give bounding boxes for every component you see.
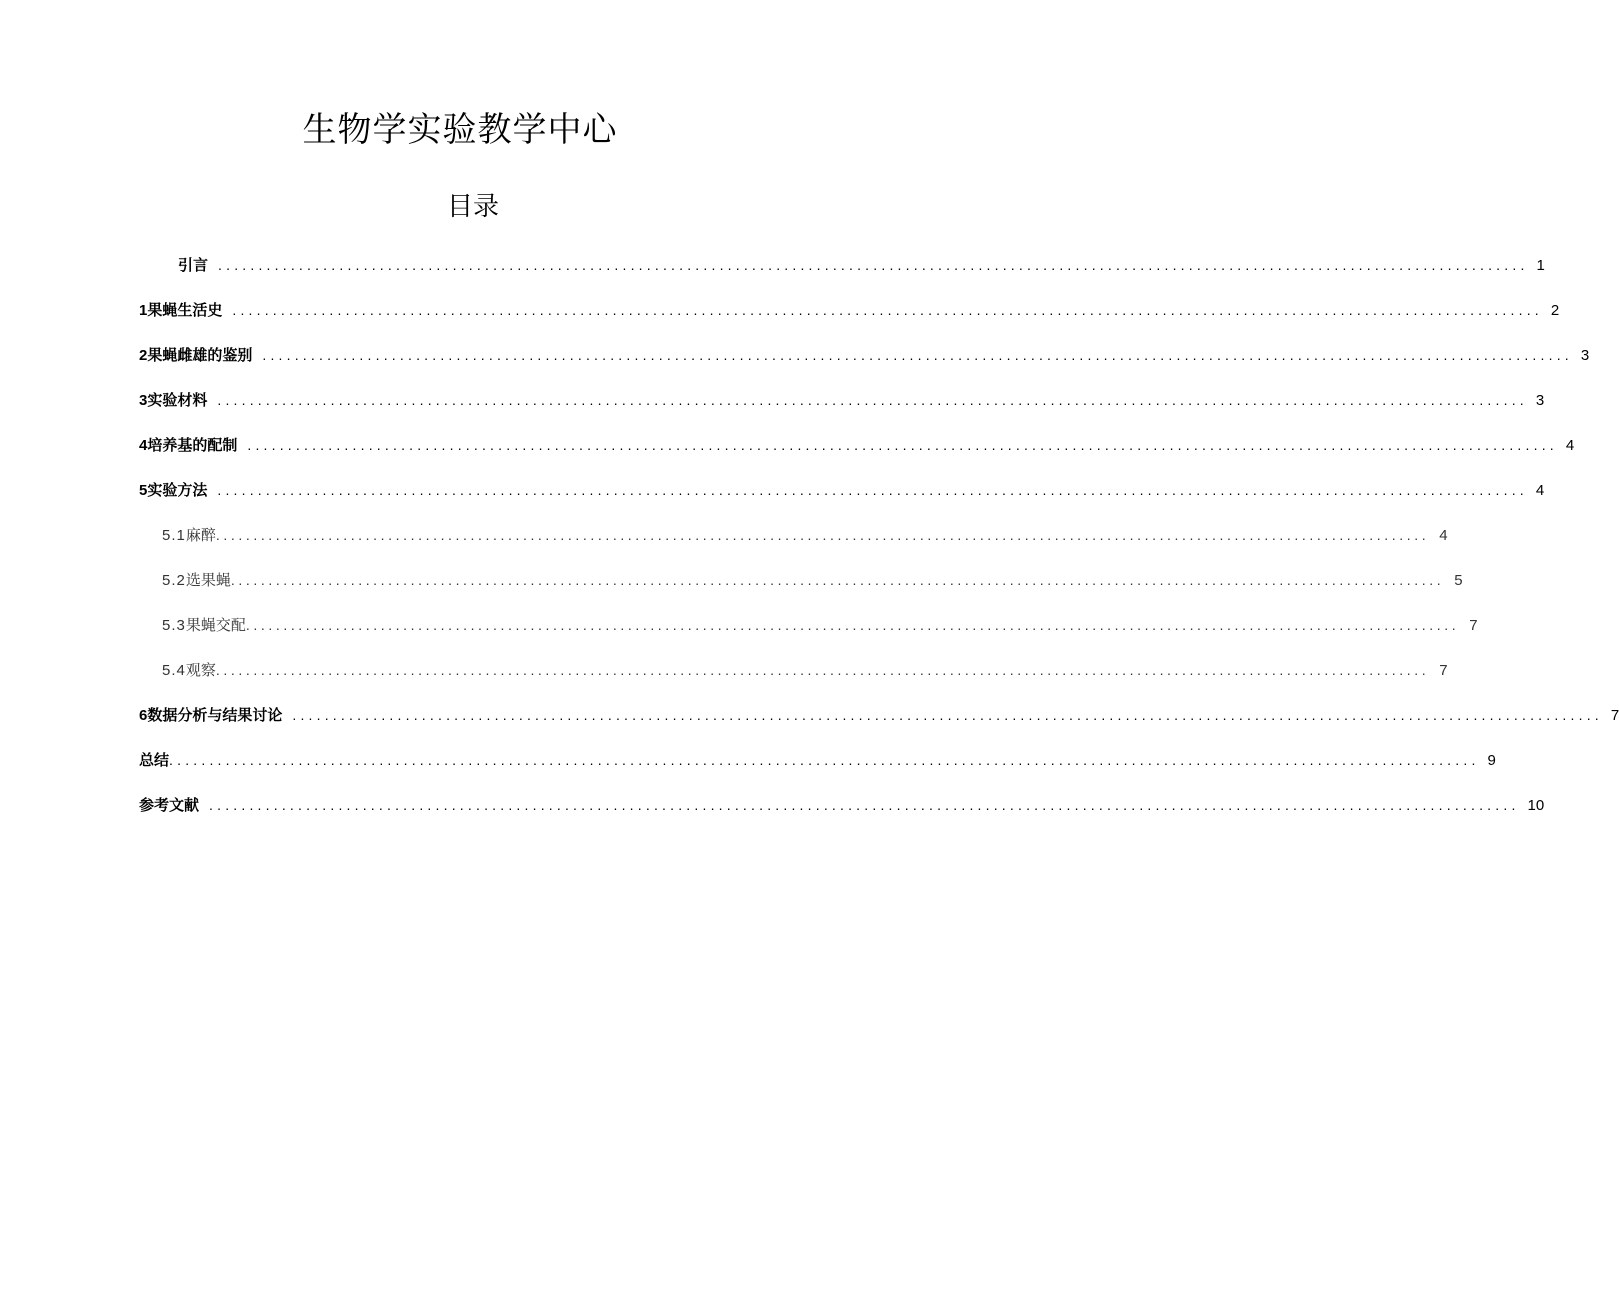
toc-entry-3[interactable] [139, 387, 1545, 413]
toc-leader-dots: .................................................................................................................................................................. [245, 617, 1460, 633]
toc-entry-page: 1 [1536, 257, 1545, 274]
toc-entry-number: 5.3 [162, 617, 186, 634]
toc-entry-number: 6 [139, 707, 148, 724]
toc-entry-label: 实验材料 [147, 391, 208, 409]
toc-leader-dots: .................................................................................................................................................................. [230, 572, 1445, 588]
toc-leader-dots: .................................................................................................................................................................. [247, 437, 1558, 453]
toc-heading: 目录 [446, 192, 499, 222]
toc-entry-number: 1 [139, 302, 148, 319]
toc-entry-label: 培养基的配制 [147, 436, 238, 454]
toc-entry-page: 7 [1469, 617, 1478, 634]
toc-entry-page: 9 [1487, 752, 1496, 769]
toc-entry-6[interactable] [139, 702, 1619, 728]
toc-entry-summary[interactable] [139, 747, 1496, 773]
toc-entry-page: 4 [1535, 482, 1545, 499]
toc-entry-number: 5 [139, 482, 148, 499]
toc-entry-label: 引言 [178, 256, 209, 274]
toc-entry-page: 4 [1439, 527, 1448, 544]
toc-entry-4[interactable] [139, 432, 1575, 458]
toc-entry-label: 麻醉 [185, 526, 216, 544]
toc-entry-page: 7 [1439, 662, 1448, 679]
toc-entry-5-2[interactable] [162, 567, 1463, 593]
page-title: 生物学实验教学中心 [302, 110, 618, 150]
toc-entry-references[interactable] [139, 792, 1545, 818]
toc-entry-number: 3 [139, 392, 148, 409]
toc-entry-number: 5.2 [162, 572, 186, 589]
toc-leader-dots: .................................................................................................................................................................. [209, 797, 1520, 813]
toc-entry-label: 选果蝇 [185, 571, 231, 589]
toc-leader-dots: .................................................................................................................................................................. [215, 527, 1430, 543]
toc-entry-1[interactable] [139, 297, 1560, 323]
toc-entry-page: 4 [1565, 437, 1575, 454]
toc-entry-label: 数据分析与结果讨论 [147, 706, 283, 724]
toc-entry-label: 果蝇雌雄的鉴别 [147, 346, 253, 364]
toc-leader-dots: .................................................................................................................................................................. [215, 662, 1430, 678]
toc-entry-5[interactable] [139, 477, 1545, 503]
toc-leader-dots: .................................................................................................................................................................. [217, 482, 1528, 498]
toc-entry-label: 果蝇交配 [185, 616, 246, 634]
toc-entry-2[interactable] [139, 342, 1590, 368]
toc-entry-5-4[interactable] [162, 657, 1448, 683]
toc-entry-number: 4 [139, 437, 148, 454]
toc-entry-number: 5.1 [162, 527, 186, 544]
toc-entry-introduction[interactable] [178, 252, 1545, 278]
toc-entry-number: 5.4 [162, 662, 186, 679]
toc-entry-label: 实验方法 [147, 481, 208, 499]
toc-entry-page: 2 [1550, 302, 1560, 319]
toc-entry-label: 总结 [139, 751, 170, 769]
toc-entry-page: 3 [1535, 392, 1545, 409]
toc-entry-5-3[interactable] [162, 612, 1478, 638]
toc-entry-page: 10 [1527, 797, 1545, 814]
toc-leader-dots: .................................................................................................................................................................. [218, 257, 1529, 273]
toc-entry-page: 3 [1580, 347, 1590, 364]
toc-entry-label: 果蝇生活史 [147, 301, 223, 319]
toc-leader-dots: .................................................................................................................................................................. [169, 752, 1480, 768]
toc-entry-5-1[interactable] [162, 522, 1448, 548]
toc-entry-label: 参考文献 [139, 796, 200, 814]
toc-entry-page: 7 [1610, 707, 1619, 724]
toc-leader-dots: .................................................................................................................................................................. [262, 347, 1573, 363]
toc-leader-dots: .................................................................................................................................................................. [292, 707, 1603, 723]
toc-leader-dots: .................................................................................................................................................................. [232, 302, 1543, 318]
toc-entry-label: 观察 [185, 661, 216, 679]
toc-entry-page: 5 [1454, 572, 1463, 589]
toc-entry-number: 2 [139, 347, 148, 364]
toc-leader-dots: .................................................................................................................................................................. [217, 392, 1528, 408]
